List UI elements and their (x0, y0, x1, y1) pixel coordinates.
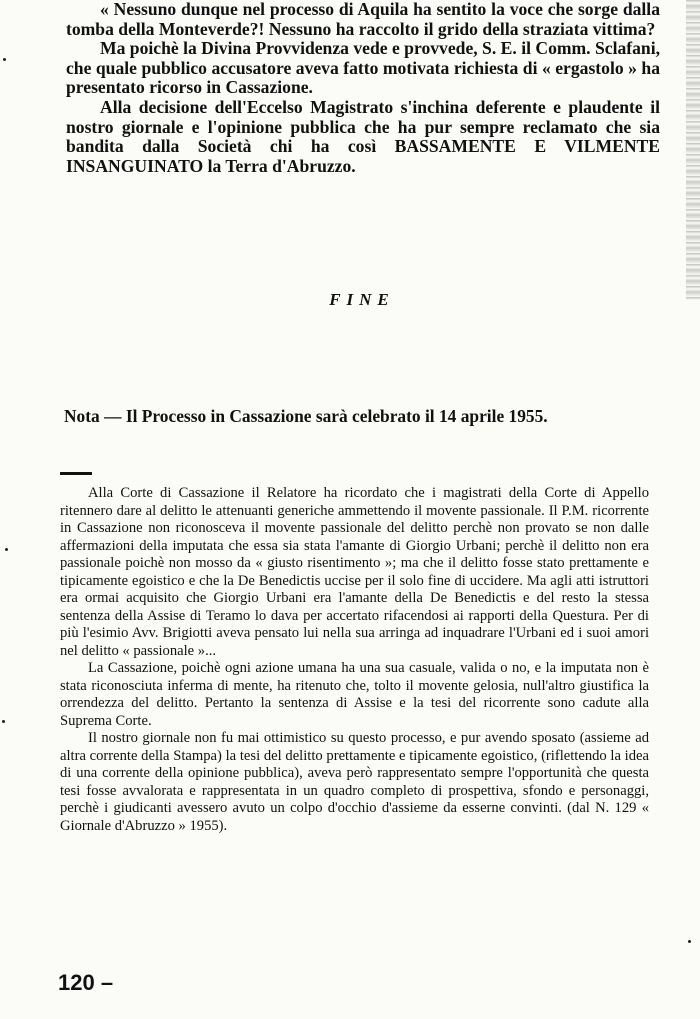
page-number: 120 – (58, 970, 114, 995)
note-heading: Nota — Il Processo in Cassazione sarà celebrato il 14 aprile 1955. (64, 406, 548, 426)
scan-speck (3, 58, 6, 61)
end-marker: FINE (329, 290, 395, 309)
scan-speck (5, 548, 8, 551)
footnote-rule (60, 472, 92, 475)
paragraph-3: Alla decisione dell'Eccelso Magistrato s'inchina deferente e plaudente il nostro giornale e l'opinione pubblica che ha pur sempre reclamato che sia bandita dalla Società chi ha così BASSAMENTE E VILMENTE INSANGUINATO la Terra d'Abruzzo. (66, 96, 660, 176)
scan-speck (688, 940, 691, 943)
main-text-block (66, 0, 660, 176)
footnote-paragraph-3: Il nostro giornale non fu mai ottimistico su questo processo, e pur avendo sposato (assieme ad altra corrente della Stampa) la tesi del delitto prettamente e tipicamente egoistico, (riflettendo la idea di una corrente della opinione pubblica), aveva però rappresentato sempre l'opportunità che questa tesi fosse avvalorata e rappresentata in un quadro completo di prospettiva, sfondo e personaggi, perchè i giudicanti avessero avuto un colpo d'occhio d'assieme da esserne convinti. (dal N. 129 « Giornale d'Abruzzo » 1955). (60, 730, 649, 834)
scan-edge-artifact (686, 0, 700, 300)
footnote-paragraph-2: La Cassazione, poichè ogni azione umana ha una sua casuale, valida o no, e la imputata non è stata riconosciuta inferma di mente, ha ritenuto che, tolto il movente gelosia, null'altro giustifica la orrendezza del delitto. Pertanto la sentenza di Assise e la tesi del ricorrente sono cadute alla Suprema Corte. (60, 660, 649, 729)
paragraph-2: Ma poichè la Divina Provvidenza vede e provvede, S. E. il Comm. Sclafani, che quale pubblico accusatore aveva fatto motivata richiesta di « ergastolo » ha presentato ricorso in Cassazione. (66, 38, 660, 98)
footnote-paragraph-1: Alla Corte di Cassazione il Relatore ha ricordato che i magistrati della Corte di Appello ritennero dare al delitto le attenuanti generiche ammettendo il movente passionale. Il P.M. ricorrente in Cassazione non riconosceva il movente passionale del delitto perchè non provato se non dalle affermazioni della imputata che essa sia stata l'amante di Giorgio Urbani; perchè il delitto non era passionale poichè non mosso da « giusto risentimento »; ma che il delitto fosse stato prettamente e tipicamente egoistico e che la De Benedictis uccise per il solo fine di uccidere. Ma agli atti istruttori era ormai acquisito che Giorgio Urbani era l'amante della De Benedictis e del resto la stessa sentenza della Assise di Teramo lo dava per accertato rifacendosi ai rapporti della Questura. Per di più l'esimio Avv. Brigiotti aveva pensato lui nella sua arringa ad inquadrare l'Urbani ed i suoi amori nel delitto « passionale »... (60, 485, 649, 659)
paragraph-1: « Nessuno dunque nel processo di Aquila ha sentito la voce che sorge dalla tomba della Monteverde?! Nessuno ha raccolto il grido della straziata vittima? (66, 0, 660, 39)
footnote-text-block (60, 485, 649, 835)
scan-speck (2, 720, 5, 723)
